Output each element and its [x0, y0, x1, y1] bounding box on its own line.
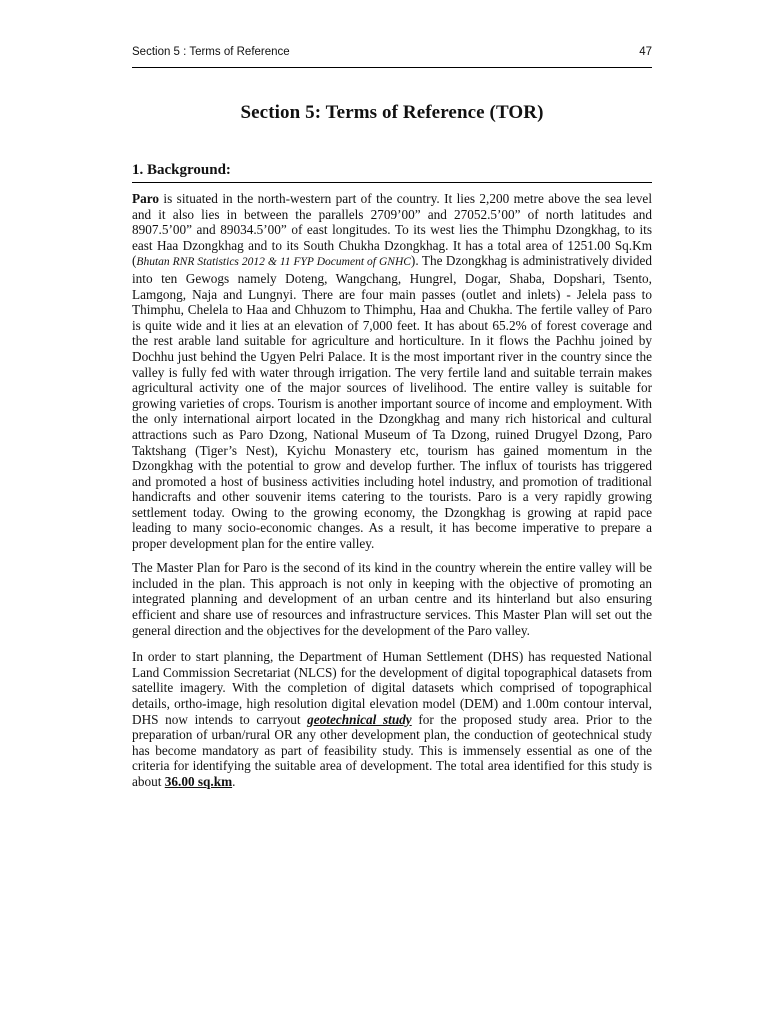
paragraph-1-text-b: ). The Dzongkhag is administratively divided into ten Gewogs namely Doteng, Wangchang, Hungrel, Dogar, Shaba, Dopshari, Tsento, Lamgong, Naja and Lungnyi. There are four main passes (outlet and inlets) - Jelela pass to Thimphu, Chelela to Haa and Chhuzom to Thimphu, Haa and Chukha. The fertile valley of Paro is quite wide and it lies at an elevation of 7,000 feet. It has about 65.2% of forest coverage and the rest arable land suitable for agriculture and horticulture. In it flows the Pachhu joined by Dochhu just behind the Ugyen Pelri Palace. It is the most important river in the country since the valley is fully fed with water through irrigation. The very fertile land and suitable terrain makes agricultural activity one of the major sources of livelihood. The entire valley is suitable for growing varieties of crops. Tourism is another important source of income and employment. With the only international airport located in the Dzongkhag and many rich historical and cultural attractions such as Paro Dzong, National Museum of Ta Dzong, ruined Drugyel Dzong, Paro Taktshang (Tiger’s Nest), Kyichu Monastery etc, tourism has gained momentum in the Dzongkhag with the potential to grow and develop further. The influx of tourists has triggered and promoted a host of business activities including hotel industry, and promotion of traditional handicrafts and other souvenir items catering to the tourists. Paro is a very rapidly growing settlement today. Owing to the growing economy, the Dzongkhag is growing at rapid pace leading to many socio-economic changes. As a result, it has become imperative to prepare a proper development plan for the entire valley. — [132, 253, 652, 552]
running-header — [132, 46, 652, 64]
paragraph-3-end: . — [232, 773, 236, 789]
citation: Bhutan RNR Statistics 2012 & 11 FYP Document of GNHC — [136, 256, 411, 269]
section-title: Section 5: Terms of Reference (TOR) — [240, 102, 544, 123]
paragraph-1 — [132, 191, 652, 552]
page-number: 47 — [639, 46, 652, 58]
background-heading: 1. Background: — [132, 162, 231, 178]
paragraph-3 — [132, 649, 652, 789]
study-area-value: 36.00 sq.km — [164, 773, 233, 789]
header-section-label: Section 5 : Terms of Reference — [132, 46, 290, 58]
heading-divider — [132, 182, 652, 183]
paragraph-3-text-b: for the proposed study area. Prior to the preparation of urban/rural OR any other development plan, the conduction of geotechnical study has become mandatory as part of feasibility study. This is immensely essential as one of the criteria for identifying the suitable area of development. The total area identified for this study is about — [132, 711, 652, 789]
header-divider — [132, 67, 652, 68]
paragraph-2: The Master Plan for Paro is the second of its kind in the country wherein the entire valley will be included in the plan. This approach is not only in keeping with the objective of promoting an integrated planning and development of an urban centre and its hinterland but also ensuring efficient and share use of resources and infrastructure services. This Master Plan will set out the general direction and the objectives for the development of the Paro valley. — [132, 560, 652, 638]
body-text — [132, 191, 652, 798]
paragraph-3-text-a: In order to start planning, the Department of Human Settlement (DHS) has requested National Land Commission Secretariat (NLCS) for the development of digital topographical datasets from satellite imagery. With the completion of digital datasets which comprised of topographical details, ortho-image, high resolution digital elevation model (DEM) and 1.00m contour interval, DHS now intends to carryout — [132, 649, 652, 727]
geotechnical-study-emphasis: geotechnical study — [307, 711, 412, 727]
paragraph-lead-term: Paro — [132, 191, 159, 206]
paragraph-1-text-a: is situated in the north-western part of the country. It lies 2,200 metre above the sea level and it also lies in between the parallels 2709’00” and 27052.5’00” of north latitudes and 8907.5’00” and 89034.5’00” of east longitudes. To its west lies the Thimphu Dzongkhag, to its east Haa Dzongkhag and to its South Chukha Dzongkhag. It has a total area of 1251.00 Sq.Km ( — [132, 191, 652, 269]
